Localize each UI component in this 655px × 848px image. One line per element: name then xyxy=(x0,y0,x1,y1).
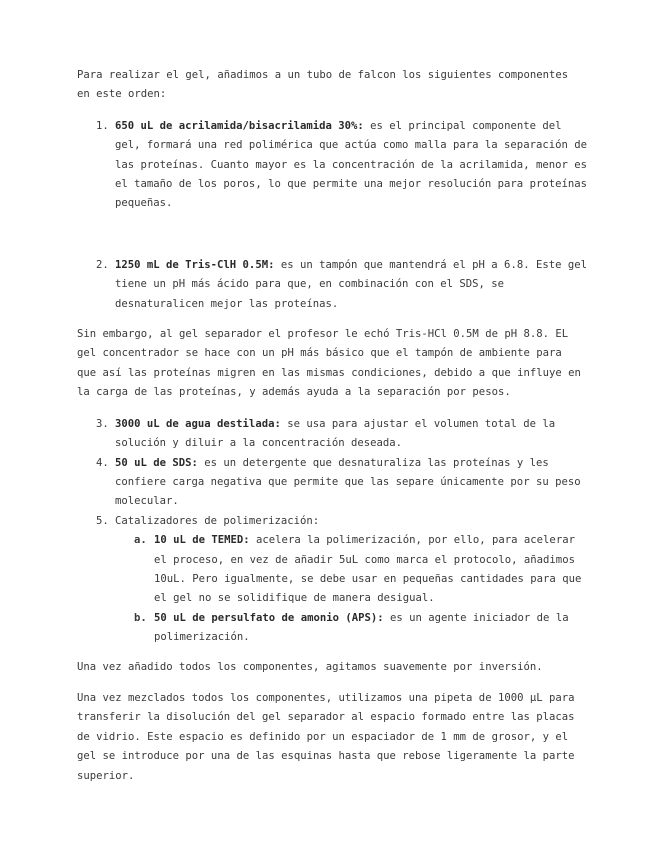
list-number: 2. xyxy=(96,258,109,271)
list-number: 3. xyxy=(96,417,109,430)
middle-paragraph: Sin embargo, al gel separador el profesor le echó Tris-HCl 0.5M de pH 8.8. EL gel concentrador se hace con un pH más básico que el tampón de ambiente para que así las proteínas migren en las mismas condiciones, debido a que influye en la carga de las proteínas, y además ayuda a la separación por pesos. xyxy=(77,328,581,399)
sub-item-title: 10 uL de TEMED: xyxy=(154,534,250,547)
intro-paragraph: Para realizar el gel, añadimos a un tubo de falcon los siguientes componentes en este orden: xyxy=(77,69,569,101)
item-title: 1250 mL de Tris-ClH 0.5M: xyxy=(115,258,275,271)
component-list-2 xyxy=(77,415,587,648)
item-text: Catalizadores de polimerización: xyxy=(115,514,320,527)
sub-item-text: acelera la polimerización, por ello, para acelerar el proceso, en vez de añadir 5uL como marca el protocolo, añadimos 10uL. Pero igualmente, se debe usar en pequeñas cantidades para que el gel no se solidifique de manera desigual. xyxy=(154,534,582,605)
list-item xyxy=(77,415,587,454)
item-title: 50 uL de SDS: xyxy=(115,456,198,469)
sub-list-letter: a. xyxy=(134,534,147,547)
item-text: es un detergente que desnaturaliza las proteínas y les confiere carga negativa que permite que las separe únicamente por su peso molecular. xyxy=(115,456,581,508)
item-title: 650 uL de acrilamida/bisacrilamida 30%: xyxy=(115,119,364,132)
component-list-1 xyxy=(77,117,587,314)
sub-item-title: 50 uL de persulfato de amonio (APS): xyxy=(154,611,384,624)
list-number: 1. xyxy=(96,119,109,132)
list-number: 4. xyxy=(96,456,109,469)
sub-list-letter: b. xyxy=(134,611,147,624)
sub-item-text: es un agente iniciador de la polimerización. xyxy=(154,611,569,644)
sub-list-item xyxy=(77,609,587,648)
list-number: 5. xyxy=(96,514,109,527)
after-paragraph-1: Una vez añadido todos los componentes, agitamos suavemente por inversión. xyxy=(77,660,543,673)
list-item xyxy=(77,117,587,214)
item-text: se usa para ajustar el volumen total de la solución y diluir a la concentración deseada. xyxy=(115,417,556,450)
after-paragraph-2: Una vez mezclados todos los componentes, utilizamos una pipeta de 1000 µL para transferir la disolución del gel separador al espacio formado entre las placas de vidrio. Este espacio es definido por un espaciador de 1 mm de grosor, y el gel se introduce por una de las esquinas hasta que rebose ligeramente la parte superior. xyxy=(77,691,575,782)
sub-list-item xyxy=(77,531,587,609)
document-body xyxy=(77,66,587,798)
list-item xyxy=(77,512,587,531)
list-item xyxy=(77,454,587,512)
list-item xyxy=(77,256,587,314)
item-text: es el principal componente del gel, formará una red polimérica que actúa como malla para la separación de las proteínas. Cuanto mayor es la concentración de la acrilamida, menor es el tamaño de los poros, lo que permite una mejor resolución para proteínas pequeñas. xyxy=(115,119,587,210)
item-title: 3000 uL de agua destilada: xyxy=(115,417,281,430)
item-text: es un tampón que mantendrá el pH a 6.8. Este gel tiene un pH más ácido para que, en combinación con el SDS, se desnaturalicen mejor las proteínas. xyxy=(115,258,587,310)
